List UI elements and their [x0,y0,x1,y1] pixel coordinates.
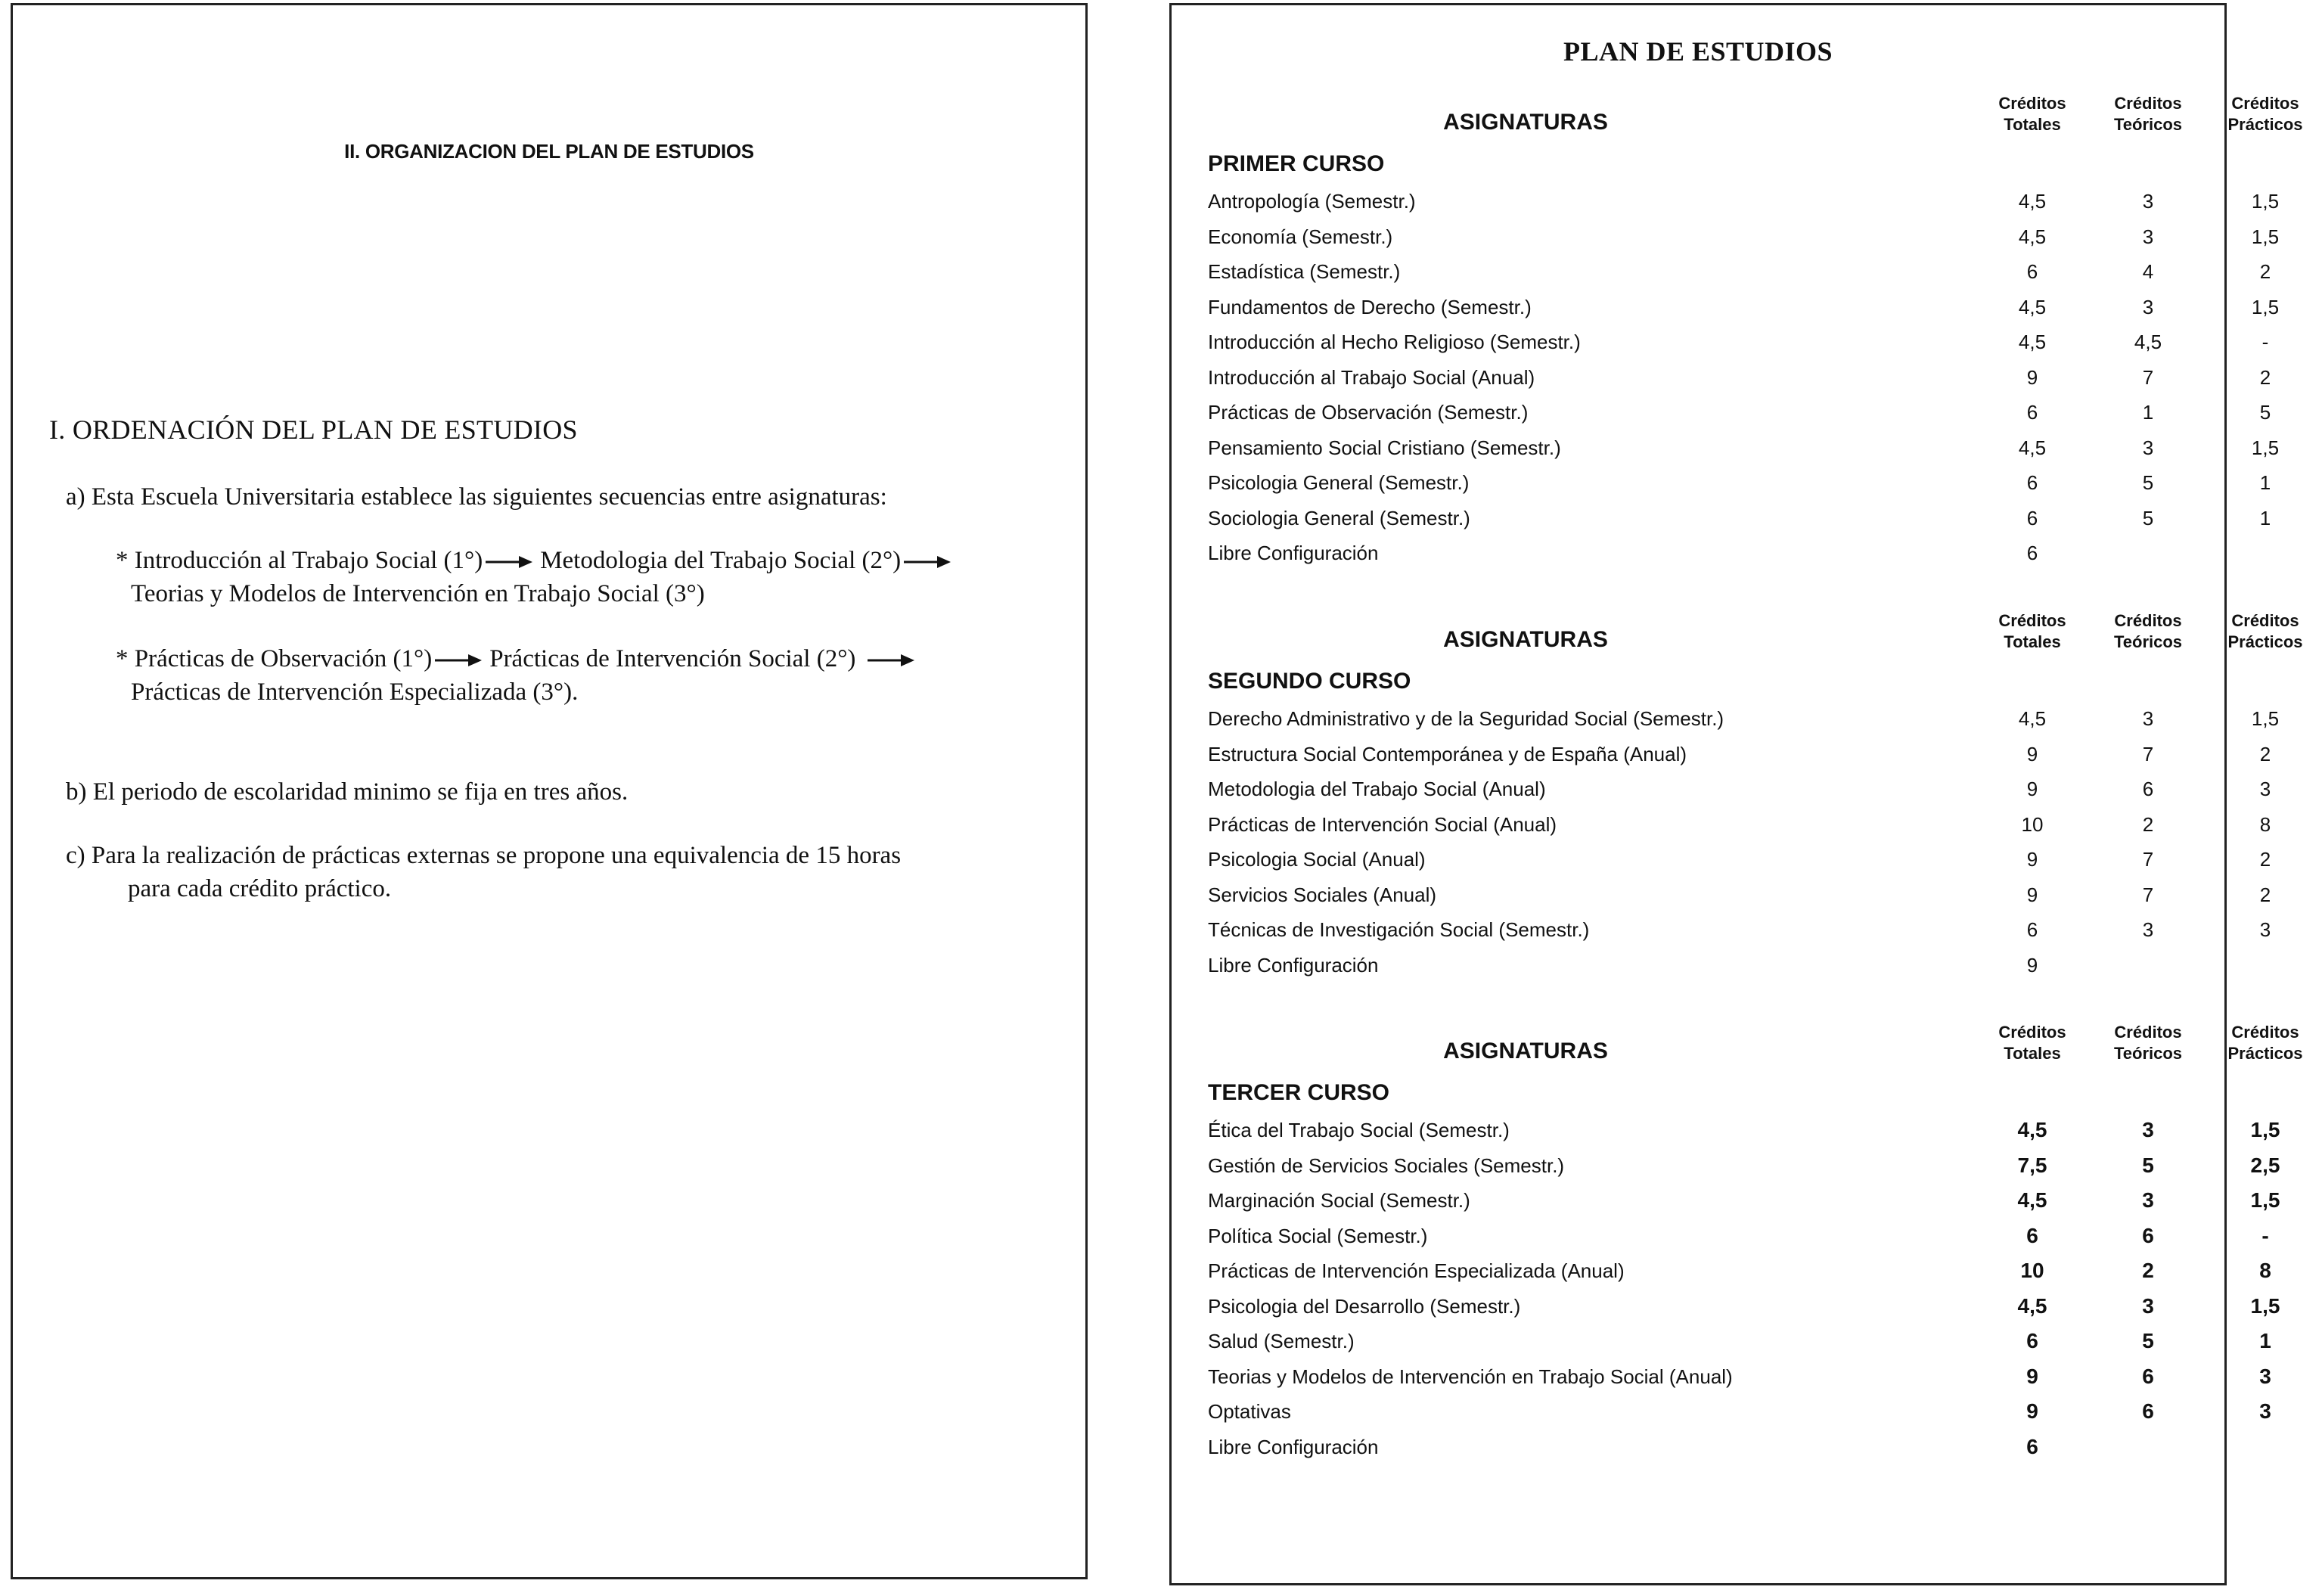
creditos-totales: 6 [2026,1223,2038,1247]
creditos-practicos-header [2209,610,2322,653]
creditos-teoricos: 5 [2142,1329,2154,1352]
table-row [1208,948,2191,983]
creditos-practicos: 1,5 [2251,707,2280,730]
creditos-teoricos: 6 [2142,1223,2154,1247]
creditos-practicos-header [2209,93,2322,135]
creditos-totales: 9 [2026,365,2038,389]
table-row [1208,1253,2271,1289]
item-a: a) Esta Escuela Universitaria establece las siguientes secuencias entre asignaturas: [66,483,887,511]
creditos-teoricos: 5 [2142,1153,2154,1177]
header-line: Prácticos [2227,1044,2303,1063]
header-line: Créditos [2114,611,2182,630]
creditos-teoricos: 1 [2142,401,2154,424]
creditos-totales: 6 [2026,542,2038,564]
creditos-totales: 4,5 [2017,1118,2047,1141]
header-line: Teóricos [2113,115,2183,134]
course-table-primer [1208,93,2303,571]
creditos-teoricos: 2 [2142,1259,2154,1282]
subject-name: Gestión de Servicios Sociales (Semestr.) [1208,1154,1565,1177]
creditos-practicos: 5 [2259,401,2271,424]
creditos-practicos: 1,5 [2250,1293,2280,1318]
creditos-practicos: 1,5 [2251,436,2280,459]
sequence-1-line2: Teorias y Modelos de Intervención en Trabajo Social (3°) [131,580,705,607]
creditos-teoricos: 3 [2142,1118,2154,1141]
creditos-teoricos: 3 [2142,295,2154,318]
subject-name: Prácticas de Observación (Semestr.) [1208,401,1529,424]
creditos-teoricos-header [2091,93,2205,135]
course-table-tercer [1208,1022,2303,1464]
table-row [1208,1324,2271,1359]
table-row [1208,465,2271,501]
table-row [1208,430,2280,466]
table-row [1208,501,2271,536]
creditos-teoricos: 5 [2142,506,2154,529]
creditos-teoricos: 7 [2142,742,2154,765]
creditos-totales: 6 [2026,1434,2038,1458]
subject-name: Introducción al Hecho Religioso (Semestr.) [1208,331,1581,353]
creditos-totales: 4,5 [2018,331,2047,353]
table-row [1208,536,2191,571]
table-row [1208,184,2280,219]
creditos-practicos: 1,5 [2250,1188,2280,1212]
creditos-totales: 10 [2021,812,2044,836]
item-b: b) El periodo de escolaridad minimo se fija en tres años. [66,778,629,806]
creditos-practicos: 1,5 [2250,1118,2280,1141]
creditos-totales-header [1976,93,2089,135]
right-page [1169,3,2303,1585]
creditos-practicos: 3 [2259,1364,2271,1388]
creditos-practicos: 1 [2259,471,2271,494]
subject-name: Libre Configuración [1208,1435,1379,1458]
creditos-practicos: 1,5 [2251,295,2280,318]
header-line: Teóricos [2113,632,2183,651]
subject-name: Psicologia del Desarrollo (Semestr.) [1208,1294,1521,1318]
creditos-teoricos: 3 [2142,1293,2154,1318]
sequence-2-part2: Prácticas de Intervención Social (2°) [489,645,856,672]
creditos-practicos: 1 [2259,1329,2271,1352]
creditos-totales: 10 [2020,1259,2044,1282]
creditos-totales: 6 [2026,918,2038,941]
arrow-right-icon [435,654,482,667]
creditos-practicos: 2 [2259,848,2271,871]
creditos-totales: 6 [2026,1329,2038,1352]
asignaturas-header: ASIGNATURAS [1443,1039,1608,1063]
section-title: I. ORDENACIÓN DEL PLAN DE ESTUDIOS [49,415,578,445]
table-row [1208,395,2271,430]
table-row [1208,1430,2191,1465]
subject-name: Prácticas de Intervención Especializada (Anual) [1208,1259,1625,1282]
creditos-practicos: 2 [2259,260,2271,283]
header-line: Créditos [2231,1023,2299,1042]
left-page [11,3,1088,1579]
subject-name: Fundamentos de Derecho (Semestr.) [1208,295,1532,318]
creditos-practicos: 1,5 [2251,190,2280,213]
course-title: SEGUNDO CURSO [1208,669,1411,694]
table-row [1208,290,2280,325]
sequence-2-line2: Prácticas de Intervención Especializada (3°). [131,678,579,706]
creditos-practicos: 8 [2259,1259,2271,1282]
creditos-teoricos: 3 [2142,436,2154,459]
creditos-teoricos: 6 [2142,1364,2154,1388]
creditos-totales: 9 [2026,1364,2038,1388]
table-row [1208,1289,2280,1324]
header-line: Créditos [2231,611,2299,630]
subject-name: Estadística (Semestr.) [1208,260,1401,283]
subject-name: Servicios Sociales (Anual) [1208,883,1437,906]
header-line: Prácticos [2227,115,2303,134]
table-header [1208,1022,2303,1073]
item-c-line1: c) Para la realización de prácticas externas se propone una equivalencia de 15 horas [66,842,902,869]
creditos-practicos: 2 [2259,883,2271,906]
arrow-right-icon [868,654,914,667]
header-line: Prácticos [2227,632,2303,651]
header-line: Totales [2004,632,2061,651]
subject-name: Sociologia General (Semestr.) [1208,506,1470,529]
creditos-practicos: 2 [2259,365,2271,389]
table-row [1208,360,2271,396]
sequence-2-part1: * Prácticas de Observación (1°) [116,645,433,672]
subject-name: Libre Configuración [1208,953,1379,977]
subject-name: Economía (Semestr.) [1208,225,1393,248]
subject-name: Pensamiento Social Cristiano (Semestr.) [1208,436,1561,459]
table-row [1208,737,2271,772]
creditos-teoricos: 3 [2142,1188,2154,1212]
subject-name: Derecho Administrativo y de la Seguridad Social (Semestr.) [1208,707,1724,730]
creditos-totales: 9 [2026,742,2038,765]
creditos-practicos: 3 [2259,1399,2271,1423]
creditos-teoricos: 3 [2142,225,2154,248]
creditos-teoricos: 7 [2142,365,2154,389]
sequence-2 [116,642,922,709]
creditos-totales: 6 [2026,471,2038,494]
creditos-teoricos-header [2091,1022,2205,1064]
table-row [1208,1183,2280,1219]
header-line: Créditos [2231,94,2299,113]
item-c-line2: para cada crédito práctico. [128,875,392,902]
asignaturas-header: ASIGNATURAS [1443,627,1608,652]
creditos-totales: 4,5 [2018,225,2047,248]
creditos-teoricos-header [2091,610,2205,653]
header-line: Teóricos [2113,1044,2183,1063]
creditos-totales: 9 [2026,1399,2038,1423]
sequence-1-part1: * Introducción al Trabajo Social (1°) [116,547,483,574]
creditos-totales: 4,5 [2018,190,2047,213]
creditos-practicos: 2 [2259,742,2271,765]
arrow-right-icon [904,555,951,569]
subject-name: Metodologia del Trabajo Social (Anual) [1208,778,1546,800]
creditos-teoricos: 4,5 [2134,331,2162,353]
creditos-totales: 9 [2026,778,2038,800]
subject-name: Marginación Social (Semestr.) [1208,1189,1470,1212]
creditos-totales: 6 [2026,506,2038,529]
organization-heading: II. ORGANIZACION DEL PLAN DE ESTUDIOS [344,140,754,163]
creditos-totales-header [1976,610,2089,653]
subject-name: Política Social (Semestr.) [1208,1224,1428,1247]
subject-name: Estructura Social Contemporánea y de España (Anual) [1208,742,1687,765]
subject-name: Ética del Trabajo Social (Semestr.) [1208,1119,1510,1141]
creditos-practicos: 3 [2259,918,2271,941]
creditos-teoricos: 3 [2142,190,2154,213]
table-header [1208,93,2303,144]
creditos-totales: 4,5 [2018,707,2047,730]
table-row [1208,877,2271,913]
creditos-teoricos: 3 [2142,707,2154,730]
creditos-totales: 9 [2026,883,2038,906]
subject-name: Antropología (Semestr.) [1208,190,1416,213]
table-row [1208,324,2269,360]
subject-name: Introducción al Trabajo Social (Anual) [1208,365,1535,389]
creditos-totales: 9 [2026,848,2038,871]
table-row [1208,912,2271,948]
table-row [1208,1359,2271,1395]
header-line: Créditos [2114,94,2182,113]
course-title: PRIMER CURSO [1208,151,1385,176]
creditos-totales: 4,5 [2017,1188,2047,1212]
table-row [1208,1113,2280,1148]
creditos-totales: 6 [2026,260,2038,283]
creditos-totales: 4,5 [2017,1293,2047,1318]
subject-name: Técnicas de Investigación Social (Semestr.) [1208,918,1590,941]
subject-name: Teorias y Modelos de Intervención en Trabajo Social (Anual) [1208,1365,1733,1388]
subject-name: Optativas [1208,1400,1291,1423]
creditos-practicos: - [2261,1223,2269,1247]
creditos-practicos: 1,5 [2251,225,2280,248]
subject-name: Prácticas de Intervención Social (Anual) [1208,812,1557,836]
header-line: Créditos [1998,1023,2066,1042]
table-row [1208,219,2280,255]
creditos-teoricos: 6 [2142,1399,2154,1423]
course-title: TERCER CURSO [1208,1080,1390,1105]
subject-name: Psicologia General (Semestr.) [1208,471,1470,494]
creditos-totales-header [1976,1022,2089,1064]
creditos-teoricos: 6 [2142,778,2154,800]
creditos-totales: 7,5 [2017,1153,2047,1177]
sequence-1-part2: Metodologia del Trabajo Social (2°) [540,547,902,574]
table-row [1208,1219,2269,1254]
creditos-practicos: 1 [2259,506,2271,529]
creditos-teoricos: 5 [2142,471,2154,494]
course-table-segundo [1208,610,2303,983]
subject-name: Libre Configuración [1208,542,1379,564]
creditos-teoricos: 3 [2142,918,2154,941]
table-row [1208,254,2271,290]
table-row [1208,842,2271,877]
subject-name: Salud (Semestr.) [1208,1330,1355,1352]
creditos-totales: 6 [2026,401,2038,424]
table-row [1208,1394,2271,1430]
arrow-right-icon [486,555,532,569]
asignaturas-header: ASIGNATURAS [1443,110,1608,135]
table-row [1208,701,2280,737]
creditos-practicos: - [2261,331,2269,353]
table-row [1208,807,2271,843]
creditos-practicos: 2,5 [2250,1153,2280,1177]
plan-title: PLAN DE ESTUDIOS [1563,36,1833,67]
creditos-teoricos: 4 [2142,260,2154,283]
item-c [66,839,901,905]
header-line: Créditos [1998,94,2066,113]
header-line: Créditos [2114,1023,2182,1042]
creditos-teoricos: 2 [2142,812,2154,836]
header-line: Totales [2004,115,2061,134]
creditos-practicos-header [2209,1022,2322,1064]
table-row [1208,772,2271,807]
table-header [1208,610,2303,662]
creditos-teoricos: 7 [2142,883,2154,906]
sequence-1 [116,544,958,610]
header-line: Créditos [1998,611,2066,630]
creditos-totales: 4,5 [2018,436,2047,459]
header-line: Totales [2004,1044,2061,1063]
subject-name: Psicologia Social (Anual) [1208,848,1426,871]
creditos-teoricos: 7 [2142,848,2154,871]
creditos-practicos: 3 [2259,778,2271,800]
creditos-totales: 9 [2026,953,2038,977]
creditos-practicos: 8 [2259,812,2271,836]
table-row [1208,1148,2280,1184]
creditos-totales: 4,5 [2018,295,2047,318]
